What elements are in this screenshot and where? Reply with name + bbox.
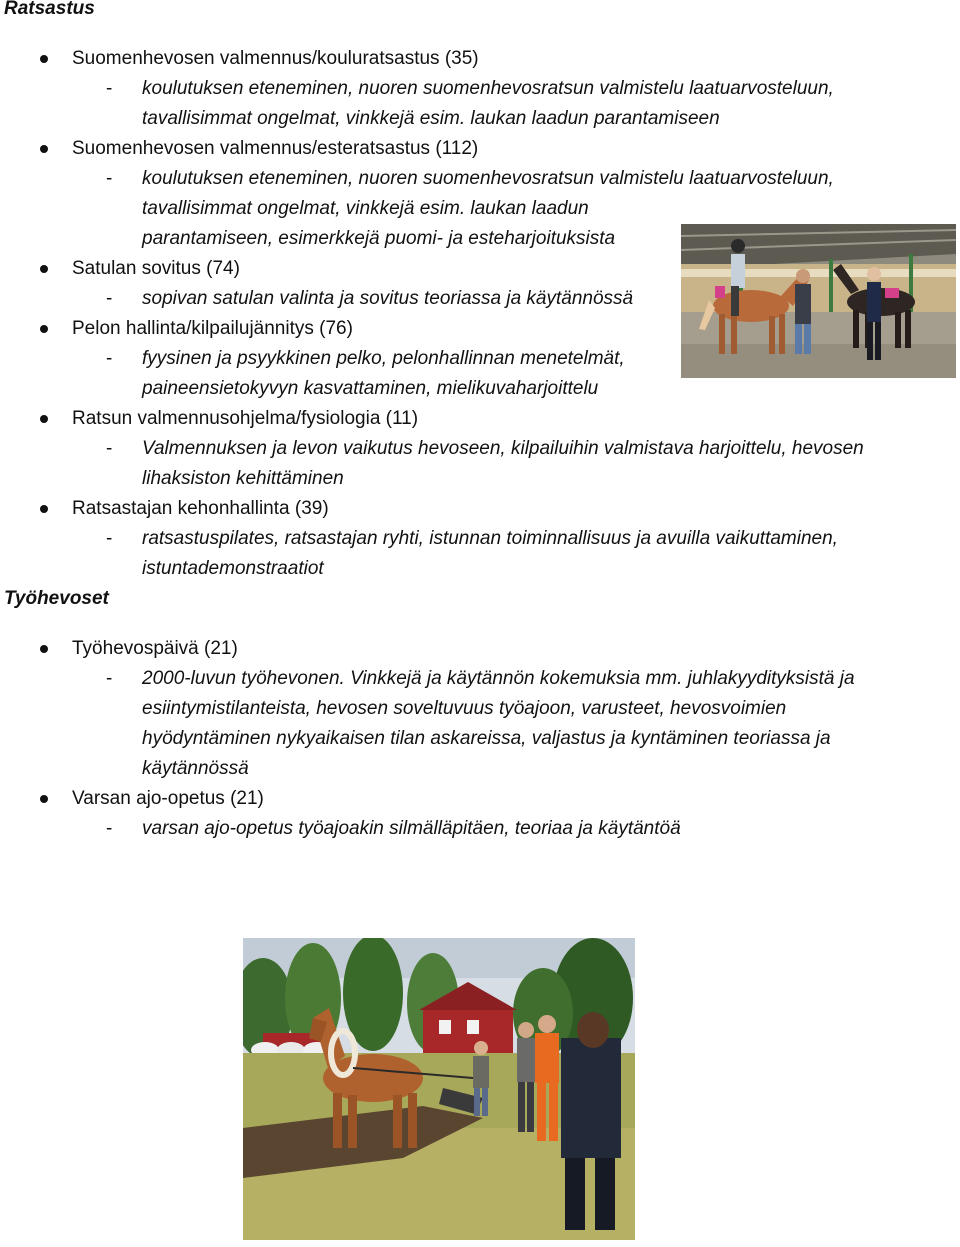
item-heading: Suomenhevosen valmennus/kouluratsastus (35) [72,48,479,69]
dash-marker: - [106,288,113,309]
item-description: esiintymistilanteista, hevosen soveltuvuus työajoon, varusteet, hevosvoimien [142,698,787,719]
dash-marker: - [106,168,113,189]
bullet-icon [40,505,48,513]
riding-arena-illustration [681,224,956,378]
dash-marker: - [106,668,113,689]
bullet-icon [40,415,48,423]
section-title-tyohevoset: Työhevoset [4,588,109,609]
item-description: 2000-luvun työhevonen. Vinkkejä ja käytännön kokemuksia mm. juhlakyydityksistä ja [142,668,855,689]
item-heading: Työhevospäivä (21) [72,638,238,659]
item-heading: Ratsun valmennusohjelma/fysiologia (11) [72,408,419,429]
item-heading: Ratsastajan kehonhallinta (39) [72,498,329,519]
dash-marker: - [106,78,113,99]
item-heading: Suomenhevosen valmennus/esteratsastus (112) [72,138,479,159]
item-description: Valmennuksen ja levon vaikutus hevoseen, kilpailuihin valmistava harjoittelu, hevosen [142,438,864,459]
item-description: sopivan satulan valinta ja sovitus teoriassa ja käytännössä [142,288,634,309]
item-description: istuntademonstraatiot [142,558,324,579]
dash-marker: - [106,528,113,549]
item-heading: Varsan ajo-opetus (21) [72,788,264,809]
dash-marker: - [106,818,113,839]
item-description: tavallisimmat ongelmat, vinkkejä esim. laukan laadun parantamiseen [142,108,720,129]
item-description: lihaksiston kehittäminen [142,468,344,489]
dash-marker: - [106,348,113,369]
item-description: tavallisimmat ongelmat, vinkkejä esim. laukan laadun [142,198,589,219]
item-description: hyödyntäminen nykyaikaisen tilan askareissa, valjastus ja kyntäminen teoriassa ja [142,728,831,749]
bullet-icon [40,645,48,653]
item-description: koulutuksen eteneminen, nuoren suomenhevosratsun valmistelu laatuarvosteluun, [142,168,834,189]
item-description: parantamiseen, esimerkkejä puomi- ja esteharjoituksista [142,228,616,249]
bullet-icon [40,795,48,803]
item-description: paineensietokyvyn kasvattaminen, mielikuvaharjoittelu [142,378,599,399]
item-heading: Satulan sovitus (74) [72,258,240,279]
riding-arena-photo [681,224,956,378]
plowing-horse-photo [243,938,635,1240]
item-description: ratsastuspilates, ratsastajan ryhti, istunnan toiminnallisuus ja avuilla vaikuttaminen, [142,528,838,549]
item-description: varsan ajo-opetus työajoakin silmälläpitäen, teoriaa ja käytäntöä [142,818,681,839]
item-description: koulutuksen eteneminen, nuoren suomenhevosratsun valmistelu laatuarvosteluun, [142,78,834,99]
plowing-horse-illustration [243,938,635,1240]
bullet-icon [40,55,48,63]
item-heading: Pelon hallinta/kilpailujännitys (76) [72,318,353,339]
bullet-icon [40,325,48,333]
bullet-icon [40,265,48,273]
item-description: fyysinen ja psyykkinen pelko, pelonhallinnan menetelmät, [142,348,625,369]
bullet-icon [40,145,48,153]
item-description: käytännössä [142,758,249,779]
dash-marker: - [106,438,113,459]
section-title-ratsastus: Ratsastus [4,0,95,19]
